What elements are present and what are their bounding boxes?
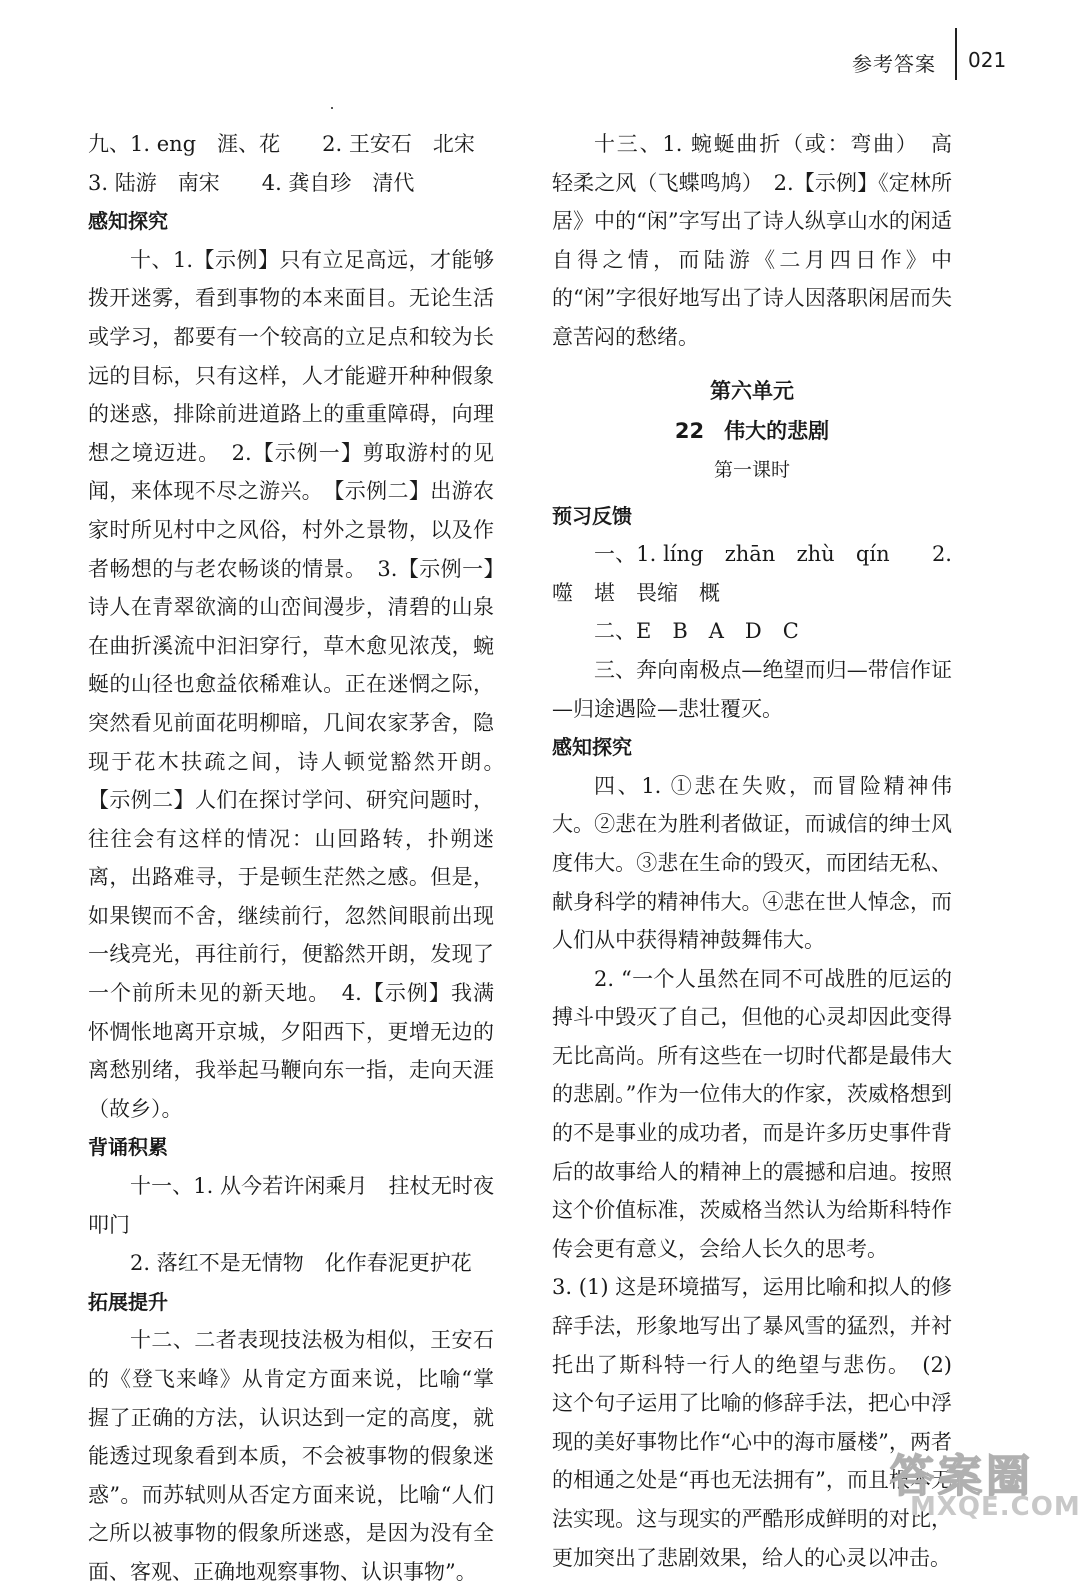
answer-12: 十二、二者表现技法极为相似，王安石的《登飞来峰》从肯定方面来说，比喻“掌握了正确的方法，认识达到一定的高度，就能透过现象看到本质，不会被事物的假象迷惑”。而苏轼则从否定方面来说，比喻“人们之所以被事物的假象所迷惑，是因为没有全面、客观、正确地观察事物、认识事物”。 (88, 1328, 494, 1584)
answer-10: 十、1.【示例】只有立足高远，才能够拨开迷雾，看到事物的本来面目。无论生活或学习，都要有一个较高的立足点和较为长远的目标，只有这样，人才能避开种种假象的迷惑，排除前进道路上的重重障碍，向理想之境迈进。 2.【示例一】剪取游村的见闻，来体现不尽之游兴。 【示例二】出游农家时所见村中之风俗，村外之景物，以及作者畅想的与老农畅谈的情景。 3.【示例一】诗人在青翠欲滴的山峦间漫步，清碧的山泉在曲折溪流中汩汩穿行，草木愈见浓茂，蜿蜒的山径也愈益依稀难认。正在迷惘之际，突然看见前面花明柳暗，几间农家茅舍，隐现于花木扶疏之间，诗人顿觉豁然开朗。 【示例二】人们在探讨学问、研究问题时，往往会有这样的情况：山回路转，扑朔迷离，出路难寻，于是顿生茫然之感。但是，如果锲而不舍，继续前行，忽然间眼前出现一线亮光，再往前行，便豁然开朗，发现了一个前所未见的新天地。 4.【示例】我满怀惆怅地离开京城，夕阳西下，更增无边的离愁别绪，我举起马鞭向东一指，走向天涯（故乡）。 (88, 247, 515, 1121)
answer-4-3: 3. (1) 这是环境描写，运用比喻和拟人的修辞手法，形象地写出了暴风雪的猛烈，并衬托出了斯科特一行人的绝望与悲伤。 (2) 这个句子运用了比喻的修辞手法，把心中浮现的美好事物比作“心中的海市蜃楼”，两者的相通之处是“再也无法拥有”，而且根本无法实现。这与现实的严酷形成鲜明的对比，更加突出了悲剧效果，给人的心灵以冲击。 (552, 1275, 952, 1570)
answer-9: 九、1. eng 涯、花 2. 王安石 北宋 (88, 132, 475, 156)
print-speck (331, 107, 333, 109)
section-heading-perception: 感知探究 (88, 209, 168, 234)
watermark-text-top: 答案圈 (890, 1451, 1034, 1502)
section-heading-extension: 拓展提升 (88, 1289, 168, 1314)
left-column (88, 125, 515, 1592)
answer-13: 十三、1. 蜿蜒曲折（或：弯曲） 高 轻柔之风（飞蝶鸣鸠） 2.【示例】《定林所居》中的“闲”字写出了诗人纵享山水的闲适自得之情，而陆游《二月四日作》中的“闲”字很好地写出了诗人因落职闲居而失意苦闷的愁绪。 (552, 132, 973, 349)
lesson-name: 伟大的悲剧 (724, 418, 830, 443)
answer-2: 二、E B A D C (594, 619, 799, 644)
page-number: 021 (968, 48, 1007, 72)
answer-4-2: 2. “一个人虽然在同不可战胜的厄运的搏斗中毁灭了自己，但他的心灵却因此变得无比高尚。所有这些在一切时代都是最伟大的悲剧。”作为一位伟大的作家，茨威格想到的不是事业的成功者，而是许多历史事件背后的故事给人的精神上的震撼和启迪。按照这个价值标准，茨威格当然认为给斯科特作传会更有意义，会给人长久的思考。 (552, 966, 952, 1261)
answer-3: 三、奔向南极点—绝望而归—带信作证—归途遇险—悲壮覆灭。 (552, 657, 952, 721)
lesson-number: 22 (674, 418, 705, 443)
answer-11: 十一、1. 从今若许闲乘月 拄杖无时夜叩门 (88, 1174, 494, 1237)
section-heading-recitation: 背诵积累 (88, 1135, 168, 1160)
section-heading-perception-2: 感知探究 (552, 735, 632, 760)
answer-4: 四、1. ①悲在失败，而冒险精神伟大。②悲在为胜利者做证，而诚信的绅士风度伟大。③悲在生命的毁灭，而团结无私、献身科学的精神伟大。④悲在世人悼念，而人们从中获得精神鼓舞伟大。 (552, 773, 952, 953)
answer-9-continued: 3. 陆游 南宋 4. 龚自珍 清代 (88, 170, 415, 195)
header-divider (955, 28, 957, 80)
watermark-logo (870, 1440, 1081, 1530)
watermark-text-bottom: MXQE.COM (910, 1492, 1081, 1522)
section-heading-preview: 预习反馈 (552, 503, 632, 528)
answer-11-continued: 2. 落红不是无情物 化作春泥更护花 (130, 1251, 472, 1276)
unit-title: 第六单元 (710, 378, 794, 403)
period-title: 第一课时 (713, 458, 790, 481)
lesson-title (552, 411, 952, 451)
answer-1: 一、1. líng zhān zhù qín 2. 噬 堪 畏缩 概 (552, 542, 952, 605)
header-title: 参考答案 (852, 52, 936, 76)
